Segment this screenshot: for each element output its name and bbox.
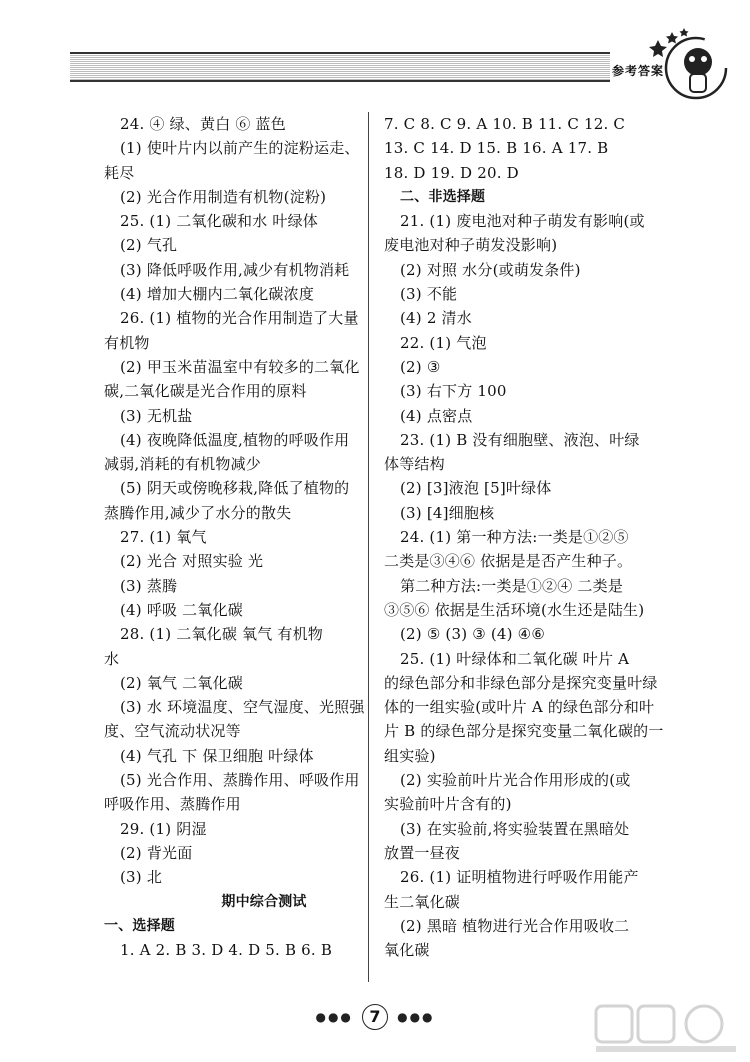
footer-dots-right: ●●● [397, 1010, 435, 1024]
left-column-line: (3) 无机盐 [120, 406, 193, 425]
right-column-line: (2) 对照 水分(或萌发条件) [400, 260, 581, 279]
right-column-line: (3) 不能 [400, 285, 458, 304]
left-column-line: (4) 夜晚降低温度,植物的呼吸作用 [120, 430, 350, 449]
right-column-line: (3) 右下方 100 [400, 382, 507, 401]
right-column-line: 24. (1) 第一种方法:一类是①②⑤ [400, 528, 629, 547]
left-column-line: 27. (1) 氧气 [120, 528, 207, 547]
left-column-line: (4) 呼吸 二氧化碳 [120, 600, 243, 619]
left-column-line: (2) 气孔 [120, 236, 178, 255]
right-column-line: 片 B 的绿色部分是探究变量二氧化碳的一 [384, 722, 664, 741]
left-column-line: (2) 光合 对照实验 光 [120, 552, 264, 571]
right-column-line: 26. (1) 证明植物进行呼吸作用能产 [400, 868, 639, 887]
left-column-line: (5) 光合作用、蒸腾作用、呼吸作用 [120, 771, 360, 790]
left-column-line: 度、空气流动状况等 [104, 722, 241, 741]
left-column-line: 期中综合测试 [221, 893, 307, 910]
right-column-line: 生二氧化碳 [384, 892, 461, 911]
left-column-line: 减弱,消耗的有机物减少 [104, 455, 261, 474]
left-column-line: 有机物 [104, 333, 150, 352]
right-column-line: 氧化碳 [384, 941, 430, 960]
left-column-line: (2) 背光面 [120, 843, 193, 862]
right-column-line: 23. (1) B 没有细胞壁、液泡、叶绿 [400, 430, 640, 449]
right-column-line: (4) 2 清水 [400, 309, 472, 328]
right-column-line: (4) 点密点 [400, 406, 473, 425]
footer-dots-left: ●●● [315, 1010, 353, 1024]
right-column-line: (2) 实验前叶片光合作用形成的(或 [400, 771, 631, 790]
right-column-line: (2) ③ [400, 357, 441, 376]
right-column-line: (2) ⑤ (3) ③ (4) ④⑥ [400, 625, 545, 644]
right-column-line: (3) 在实验前,将实验装置在黑暗处 [400, 819, 630, 838]
left-column-line: 26. (1) 植物的光合作用制造了大量 [120, 309, 359, 328]
right-column-line: 21. (1) 废电池对种子萌发有影响(或 [400, 212, 645, 231]
right-column-line: 22. (1) 气泡 [400, 333, 487, 352]
left-column-line: (3) 蒸腾 [120, 576, 178, 595]
left-column-line: (2) 甲玉米苗温室中有较多的二氧化 [120, 357, 360, 376]
left-column-line: 24. ④ 绿、黄白 ⑥ 蓝色 [120, 115, 286, 133]
right-column-line: 体等结构 [384, 455, 445, 474]
right-column-line: 7. C 8. C 9. A 10. B 11. C 12. C [384, 115, 626, 133]
right-column-line: 放置一昼夜 [384, 843, 461, 862]
left-column-line: 耗尽 [104, 163, 135, 182]
left-column-line: 水 [104, 649, 120, 668]
right-column-line: 体的一组实验(或叶片 A 的绿色部分和叶 [384, 698, 655, 717]
right-column-line: 二类是③④⑥ 依据是是否产生种子。 [384, 552, 633, 571]
right-column-line: 的绿色部分和非绿色部分是探究变量叶绿 [384, 673, 658, 692]
right-column-line: (3) [4]细胞核 [400, 503, 495, 522]
right-column-line: ③⑤⑥ 依据是生活环境(水生还是陆生) [384, 600, 645, 619]
header-band [70, 52, 610, 82]
header-label: 参考答案 [612, 64, 665, 78]
left-column-line: (3) 北 [120, 868, 163, 887]
left-column-line: (3) 水 环境温度、空气湿度、光照强 [120, 698, 365, 717]
left-column-line: (4) 增加大棚内二氧化碳浓度 [120, 285, 315, 304]
left-column-line: (2) 氧气 二氧化碳 [120, 673, 243, 692]
right-column-line: (2) 黑暗 植物进行光合作用吸收二 [400, 916, 630, 935]
left-column-line: 28. (1) 二氧化碳 氧气 有机物 [120, 625, 323, 644]
right-column-line: 实验前叶片含有的) [384, 795, 512, 814]
answer-site-watermark-icon [592, 1000, 742, 1056]
left-column-line: 1. A 2. B 3. D 4. D 5. B 6. B [120, 941, 333, 960]
left-column-line: 29. (1) 阴湿 [120, 819, 207, 838]
right-column-line: 二、非选择题 [400, 188, 486, 205]
left-column-line: 一、选择题 [104, 917, 175, 934]
mascot-icon [648, 26, 738, 104]
right-column-line: 第二种方法:一类是①②④ 二类是 [400, 576, 624, 595]
page-number: 7 [362, 1004, 388, 1030]
left-column-line: (3) 降低呼吸作用,减少有机物消耗 [120, 260, 350, 279]
left-column-line: (1) 使叶片内以前产生的淀粉运走、 [120, 139, 360, 158]
left-column [104, 112, 424, 962]
left-column-line: (5) 阴天或傍晚移栽,降低了植物的 [120, 479, 350, 498]
right-column-line: 废电池对种子萌发没影响) [384, 236, 558, 255]
right-column-line: 组实验) [384, 746, 436, 765]
right-column-line: 25. (1) 叶绿体和二氧化碳 叶片 A [400, 649, 630, 668]
left-column-line: 碳,二氧化碳是光合作用的原料 [104, 382, 307, 401]
left-column-line: (4) 气孔 下 保卫细胞 叶绿体 [120, 746, 314, 765]
right-column-line: 13. C 14. D 15. B 16. A 17. B [384, 139, 609, 158]
right-column-line: 18. D 19. D 20. D [384, 163, 519, 182]
right-column [384, 112, 694, 962]
left-column-line: 25. (1) 二氧化碳和水 叶绿体 [120, 212, 319, 231]
right-column-line: (2) [3]液泡 [5]叶绿体 [400, 479, 552, 498]
left-column-line: (2) 光合作用制造有机物(淀粉) [120, 187, 327, 206]
left-column-line: 蒸腾作用,减少了水分的散失 [104, 503, 292, 522]
left-column-line: 呼吸作用、蒸腾作用 [104, 795, 241, 814]
